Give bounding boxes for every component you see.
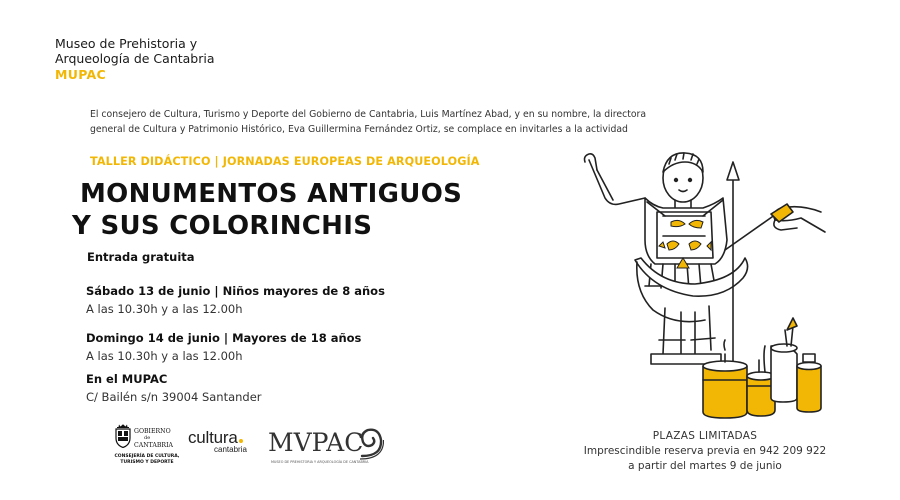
session-saturday (86, 284, 385, 316)
invitation-line1: El consejero de Cultura, Turismo y Deporte del Gobierno de Cantabria, Luis Martínez Abad, y en su nombre, la directora (90, 109, 647, 120)
museum-name-line2: Arqueología de Cantabria (55, 51, 215, 66)
mupac-word: MVPAC (268, 428, 364, 457)
event-title-line2: Y SUS COLORINCHIS (72, 211, 373, 241)
cultura-region: cantabria (214, 445, 247, 454)
venue-address: C/ Bailén s/n 39004 Santander (86, 390, 262, 404)
booking-heading: PLAZAS LIMITADAS (652, 430, 758, 442)
gobierno-line2: de (144, 435, 151, 441)
session-times: A las 10.30h y a las 12.00h (86, 349, 243, 363)
session-sunday (86, 331, 361, 363)
cultura-dot-icon (239, 439, 243, 443)
gobierno-line1: GOBIERNO (134, 428, 171, 435)
event-title (72, 178, 462, 242)
invitation-line2: general de Cultura y Patrimonio Histórico, Eva Guillermina Fernández Ortiz, se complace en invitarles a la actividad (90, 124, 628, 135)
entry-free: Entrada gratuita (87, 250, 195, 264)
mupac-logo (268, 424, 386, 468)
venue-heading: En el MUPAC (86, 372, 168, 386)
session-heading: Domingo 14 de junio | Mayores de 18 años (86, 331, 362, 345)
booking-line2: a partir del martes 9 de junio (628, 460, 782, 472)
museum-name (55, 36, 215, 66)
booking-line1: Imprescindible reserva previa en 942 209 922 (583, 445, 827, 457)
museum-name-line1: Museo de Prehistoria y (55, 36, 198, 51)
mupac-subtitle: MUSEO DE PREHISTORIA Y ARQUEOLOGÍA DE CANTABRIA (271, 460, 369, 464)
invitation-text (90, 107, 690, 137)
coat-of-arms-icon (114, 424, 132, 448)
session-heading: Sábado 13 de junio | Niños mayores de 8 años (86, 284, 385, 298)
spiral-logo-icon (358, 426, 384, 460)
session-times: A las 10.30h y a las 12.00h (86, 302, 243, 316)
gobierno-subtitle (112, 454, 182, 465)
event-kicker: TALLER DIDÁCTICO | JORNADAS EUROPEAS DE ARQUEOLOGÍA (90, 155, 480, 168)
gobierno-cantabria-logo (112, 424, 178, 470)
venue (86, 372, 262, 404)
gobierno-text (134, 428, 173, 449)
cultura-word: cultura (188, 428, 238, 447)
event-title-line1: MONUMENTOS ANTIGUOS (80, 179, 463, 209)
gobierno-line3: CANTABRIA (134, 442, 173, 449)
gobierno-sub1: CONSEJERÍA DE CULTURA, (114, 454, 180, 459)
cultura-cantabria-logo (188, 428, 247, 454)
roman-statue-painting-illustration (575, 140, 835, 422)
museum-acronym: MUPAC (55, 67, 106, 82)
gobierno-sub2: TURISMO Y DEPORTE (120, 459, 174, 465)
booking-info (560, 430, 850, 472)
